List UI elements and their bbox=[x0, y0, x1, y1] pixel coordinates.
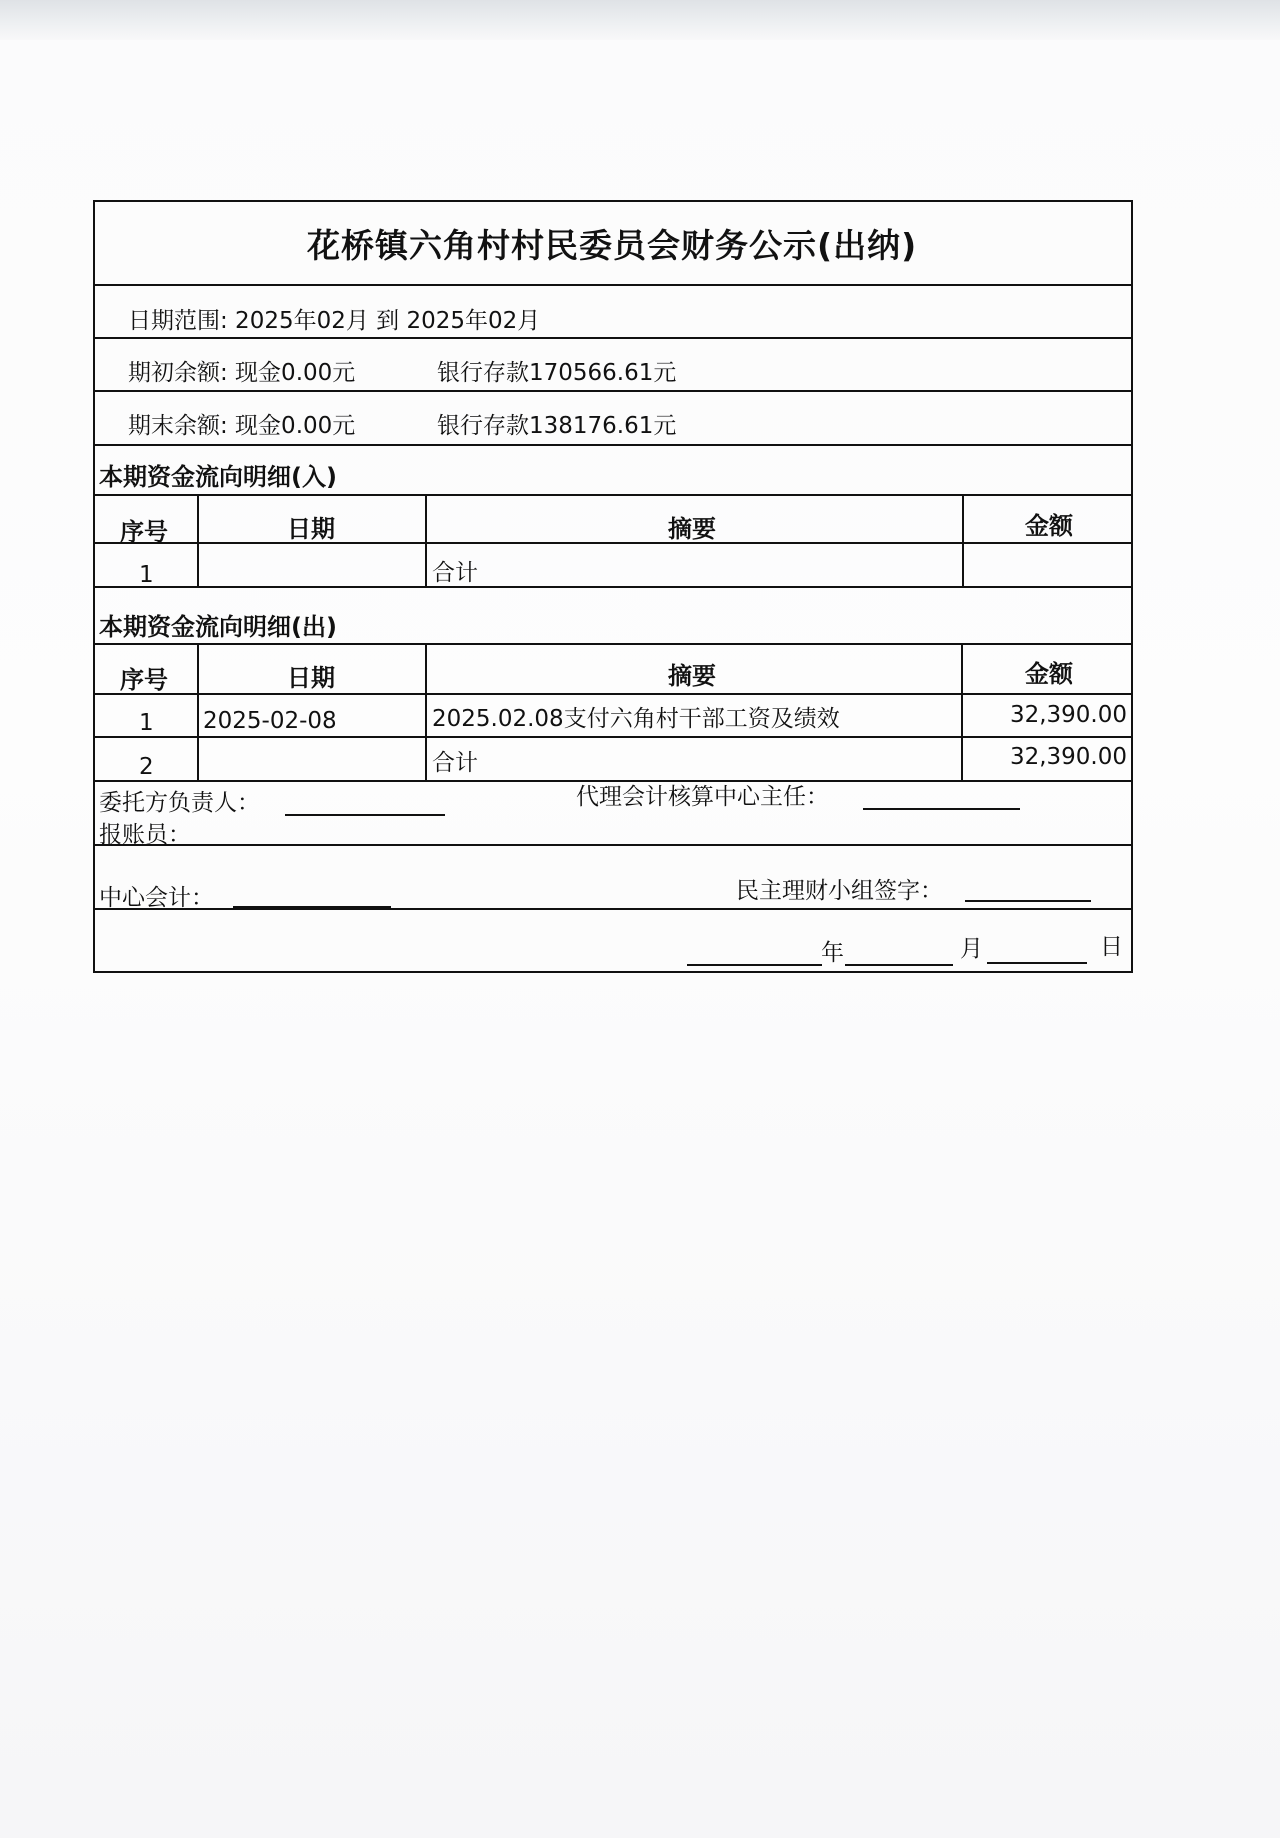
col-divider bbox=[425, 643, 427, 780]
year-label: 年 bbox=[821, 940, 844, 966]
month-label: 月 bbox=[960, 936, 983, 962]
outflow-heading: 本期资金流向明细(出) bbox=[99, 613, 337, 641]
row-summary: 合计 bbox=[432, 560, 478, 586]
divider bbox=[95, 444, 1133, 446]
inflow-header-amount: 金额 bbox=[1025, 512, 1073, 540]
center-accountant-label: 中心会计： bbox=[99, 885, 214, 911]
outflow-header-date: 日期 bbox=[287, 664, 335, 692]
divider bbox=[95, 643, 1133, 645]
opening-cash-balance: 期初余额: 现金0.00元 bbox=[128, 360, 356, 386]
inflow-header-no: 序号 bbox=[120, 518, 168, 546]
col-divider bbox=[197, 494, 199, 586]
bookkeeper-label: 报账员： bbox=[99, 822, 191, 848]
col-divider bbox=[962, 494, 964, 586]
row-summary: 合计 bbox=[432, 750, 478, 776]
day-line bbox=[987, 962, 1087, 964]
row-date: 2025-02-08 bbox=[203, 708, 337, 734]
inflow-header-date: 日期 bbox=[287, 515, 335, 543]
row-divider bbox=[95, 736, 1133, 738]
outflow-header-no: 序号 bbox=[120, 666, 168, 694]
finance-disclosure-form bbox=[93, 200, 1133, 973]
client-principal-signature-line bbox=[285, 814, 445, 816]
inflow-heading: 本期资金流向明细(入) bbox=[99, 463, 337, 491]
closing-bank-balance: 银行存款138176.61元 bbox=[437, 413, 677, 439]
year-line bbox=[687, 964, 822, 966]
col-divider bbox=[961, 643, 963, 780]
outflow-header-amount: 金额 bbox=[1025, 660, 1073, 688]
inflow-header-summary: 摘要 bbox=[668, 515, 716, 543]
divider bbox=[95, 908, 1133, 910]
outflow-header-summary: 摘要 bbox=[668, 662, 716, 690]
row-no: 1 bbox=[139, 562, 154, 588]
finance-group-label: 民主理财小组签字： bbox=[736, 878, 943, 904]
form-title: 花桥镇六角村村民委员会财务公示(出纳) bbox=[307, 226, 918, 265]
row-amount: 32,390.00 bbox=[1009, 744, 1127, 770]
page-top-edge bbox=[0, 0, 1280, 40]
closing-cash-balance: 期末余额: 现金0.00元 bbox=[128, 413, 356, 439]
day-label: 日 bbox=[1100, 934, 1123, 960]
row-divider bbox=[95, 693, 1133, 695]
client-principal-label: 委托方负责人： bbox=[99, 790, 260, 816]
agency-director-signature-line bbox=[863, 808, 1020, 810]
opening-bank-balance: 银行存款170566.61元 bbox=[437, 360, 677, 386]
row-summary: 2025.02.08支付六角村干部工资及绩效 bbox=[432, 706, 840, 732]
row-amount: 32,390.00 bbox=[1009, 702, 1127, 728]
divider bbox=[95, 337, 1133, 339]
row-divider bbox=[95, 780, 1133, 782]
row-no: 1 bbox=[139, 710, 154, 736]
date-range: 日期范围: 2025年02月 到 2025年02月 bbox=[128, 308, 541, 334]
col-divider bbox=[425, 494, 427, 586]
agency-director-label: 代理会计核算中心主任： bbox=[576, 784, 829, 810]
divider bbox=[95, 284, 1133, 286]
divider bbox=[95, 844, 1133, 846]
col-divider bbox=[197, 643, 199, 780]
row-no: 2 bbox=[139, 754, 154, 780]
divider bbox=[95, 494, 1133, 496]
row-divider bbox=[95, 586, 1133, 588]
divider bbox=[95, 390, 1133, 392]
row-divider bbox=[95, 542, 1133, 544]
finance-group-signature-line bbox=[965, 900, 1091, 902]
month-line bbox=[845, 964, 953, 966]
